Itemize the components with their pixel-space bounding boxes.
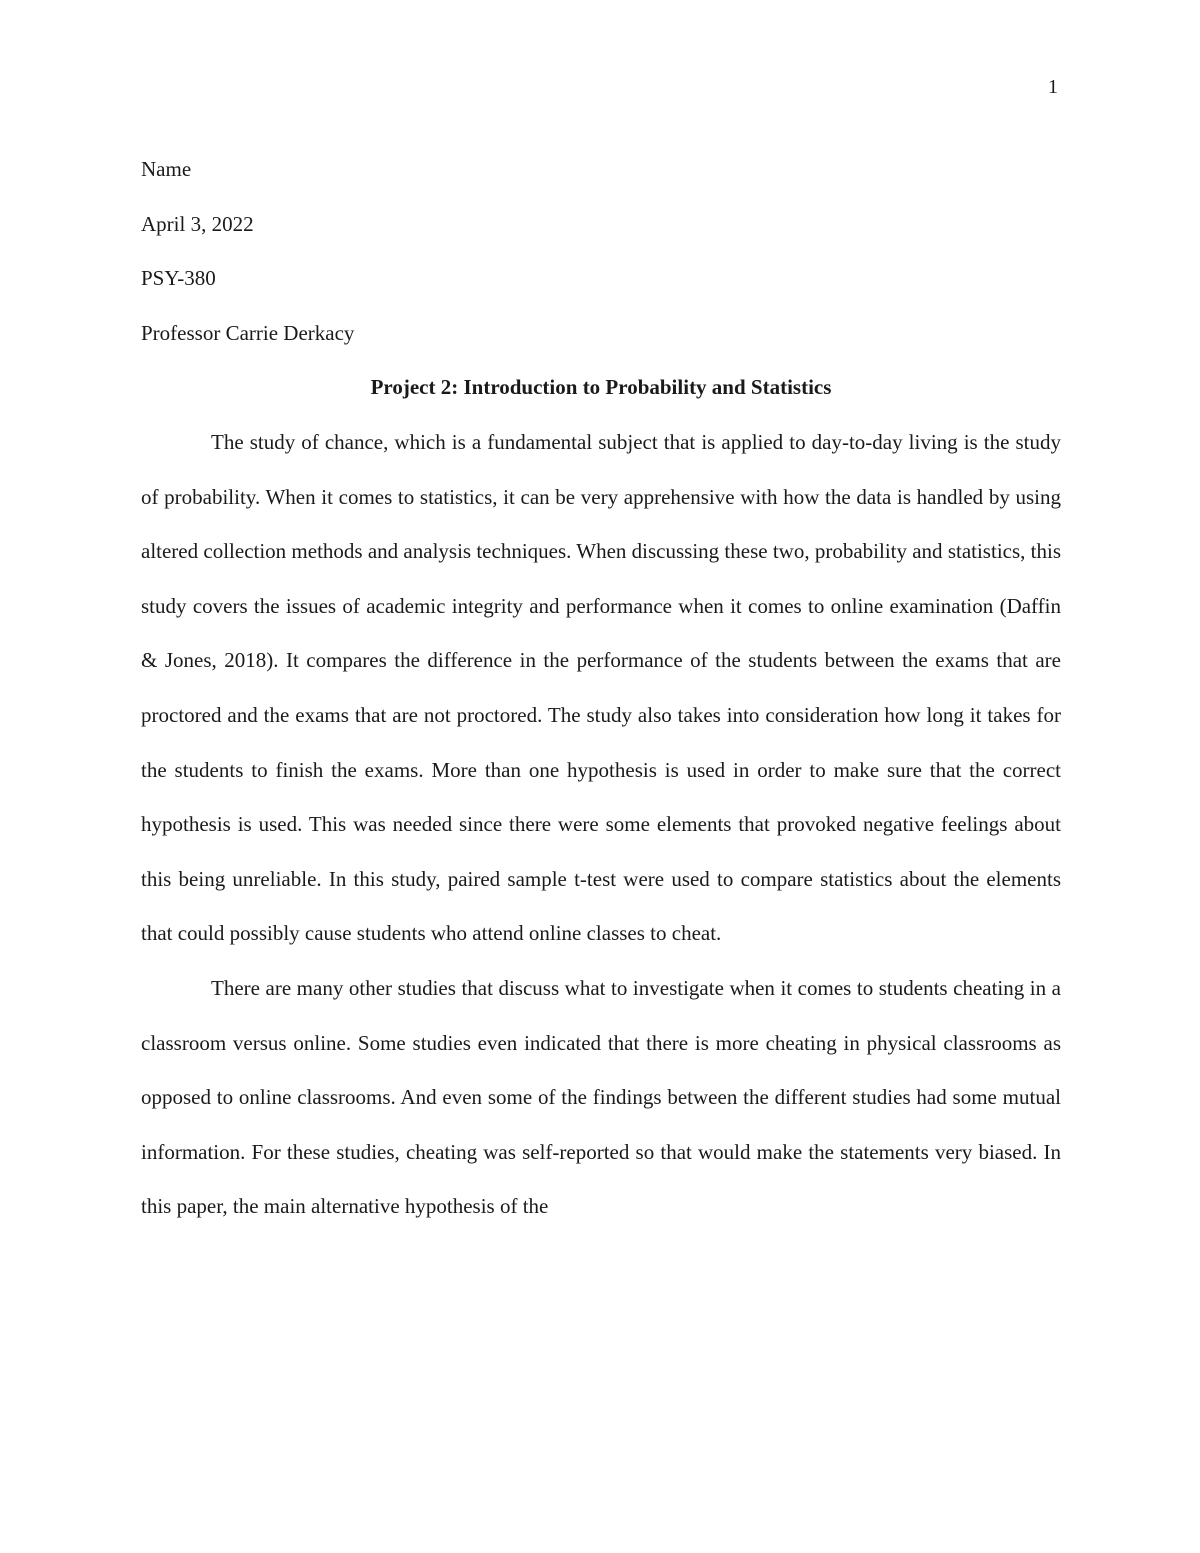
paragraph-2: There are many other studies that discuss what to investigate when it comes to students cheating in a classroom versus online. Some studies even indicated that there is more cheating in physical classrooms as opposed to online classrooms. And even some of the findings between the different studies had some mutual information. For these studies, cheating was self-reported so that would make the statements very biased. In this paper, the main alternative hypothesis of the bbox=[141, 975, 1061, 1219]
paper-title: Project 2: Introduction to Probability and Statistics bbox=[370, 375, 832, 400]
page-number: 1 bbox=[1048, 76, 1058, 98]
paragraph-1: The study of chance, which is a fundamental subject that is applied to day-to-day living is the study of probability. When it comes to statistics, it can be very apprehensive with how the data is handled by using altered collection methods and analysis techniques. When discussing these two, probability and statistics, this study covers the issues of academic integrity and performance when it comes to online examination (Daffin & Jones, 2018). It compares the difference in the performance of the students between the exams that are proctored and the exams that are not proctored. The study also takes into consideration how long it takes for the students to finish the exams. More than one hypothesis is used in order to make sure that the correct hypothesis is used. This was needed since there were some elements that provoked negative feelings about this being unreliable. In this study, paired sample t-test were used to compare statistics about the elements that could possibly cause students who attend online classes to cheat. bbox=[141, 429, 1061, 946]
instructor-name: Professor Carrie Derkacy bbox=[141, 320, 355, 345]
student-name: Name bbox=[141, 157, 192, 181]
course-code: PSY-380 bbox=[141, 266, 216, 291]
submission-date: April 3, 2022 bbox=[141, 211, 254, 236]
document-body bbox=[141, 142, 1061, 1234]
